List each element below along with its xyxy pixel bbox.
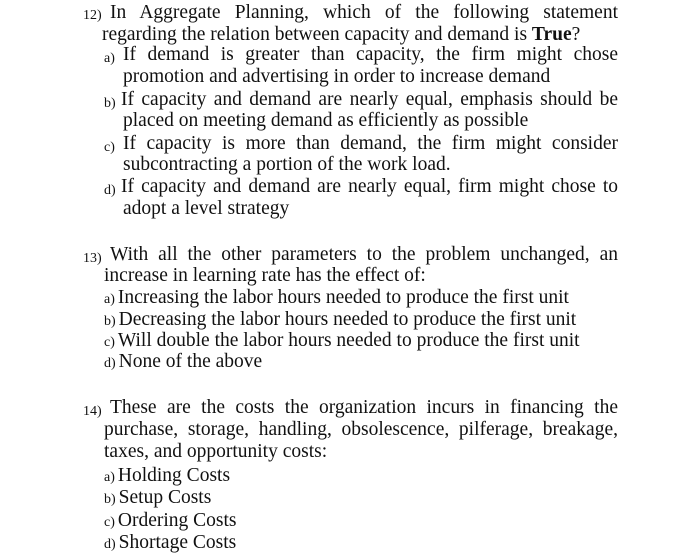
option-d-line[interactable]: If capacity and demand are nearly equal, firm might chose to — [121, 176, 618, 197]
question-stem-line: With all the other parameters to the problem unchanged, an — [110, 244, 618, 265]
option-letter: a) — [104, 292, 115, 307]
question-stem-line: These are the costs the organization incurs in financing the — [110, 397, 618, 418]
option-b[interactable] — [104, 487, 211, 511]
option-letter: d) — [104, 183, 116, 198]
option-letter: d) — [104, 537, 116, 552]
option-text: Setup Costs — [118, 487, 212, 508]
question-stem-line: increase in learning rate has the effect of: — [104, 265, 426, 286]
question-stem-line: In Aggregate Planning, which of the following statement — [110, 2, 618, 23]
option-letter: b) — [104, 96, 116, 111]
question-number: 12) — [83, 8, 102, 23]
option-letter: a) — [104, 470, 115, 485]
option-text: Ordering Costs — [117, 510, 237, 531]
question-number: 13) — [83, 251, 102, 266]
option-letter: a) — [104, 51, 115, 66]
option-c-line[interactable]: If capacity is more than demand, the firm might consider — [123, 133, 618, 154]
question-stem-line: taxes, and opportunity costs: — [104, 441, 328, 462]
option-d-line[interactable]: adopt a level strategy — [123, 198, 290, 219]
option-text: Will double the labor hours needed to produce the first unit — [117, 330, 580, 351]
option-letter: b) — [104, 314, 116, 329]
option-b-line[interactable]: If capacity and demand are nearly equal, emphasis should be — [121, 89, 618, 110]
question-stem-line: regarding the relation between capacity and demand is True? — [102, 24, 581, 45]
emphasis-true: True — [531, 24, 572, 45]
option-letter: b) — [104, 492, 116, 507]
option-text: Shortage Costs — [118, 532, 237, 553]
option-a[interactable] — [104, 465, 230, 489]
option-letter: c) — [104, 335, 115, 350]
option-b-line[interactable]: placed on meeting demand as efficiently as possible — [123, 110, 529, 131]
question-number: 14) — [83, 404, 102, 419]
option-c[interactable] — [104, 510, 237, 534]
option-letter: c) — [104, 515, 115, 530]
option-text: None of the above — [118, 351, 263, 372]
option-text: Holding Costs — [117, 465, 231, 486]
option-a[interactable] — [104, 287, 569, 311]
option-a-line[interactable]: promotion and advertising in order to increase demand — [123, 66, 551, 87]
option-letter: d) — [104, 356, 116, 371]
option-d[interactable] — [104, 532, 236, 556]
question-stem-line: purchase, storage, handling, obsolescence, pilferage, breakage, — [104, 419, 618, 440]
option-a-line[interactable]: If demand is greater than capacity, the firm might chose — [123, 44, 618, 65]
option-letter: c) — [104, 140, 115, 155]
option-c-line[interactable]: subcontracting a portion of the work load. — [123, 154, 451, 175]
option-d[interactable] — [104, 351, 262, 375]
option-text: Decreasing the labor hours needed to produce the first unit — [118, 309, 577, 330]
option-text: Increasing the labor hours needed to produce the first unit — [117, 287, 569, 308]
